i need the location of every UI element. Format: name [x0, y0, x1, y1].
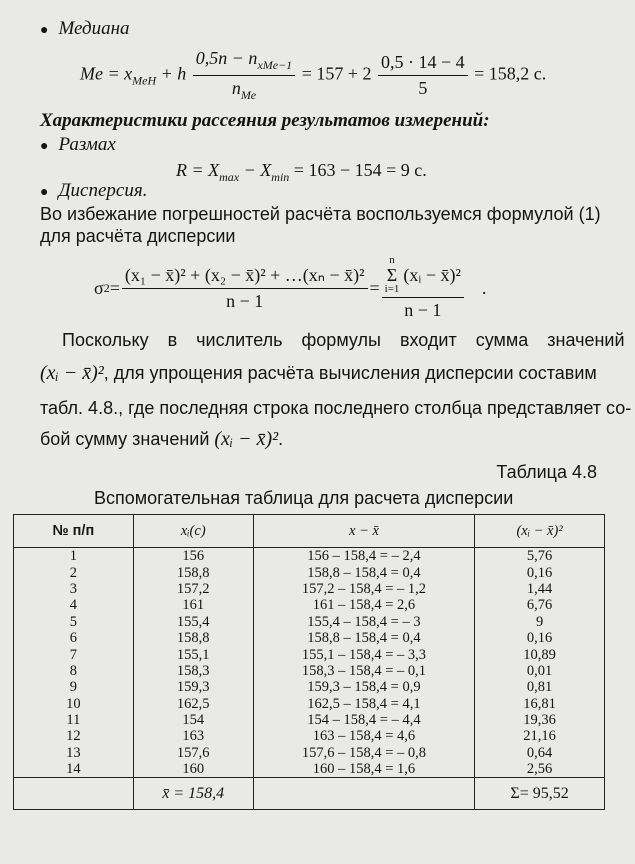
- table-cell: 157,6 – 158,4 = – 0,8: [253, 745, 474, 761]
- table-cell: 2,56: [475, 761, 605, 778]
- table-cell: 5,76: [475, 548, 605, 565]
- table-cell: 161: [133, 597, 253, 613]
- median-heading: ● Медиана: [40, 18, 130, 39]
- table-cell: 9: [475, 614, 605, 630]
- table-cell: 2: [14, 564, 134, 580]
- table-cell: 0,16: [475, 630, 605, 646]
- variance-text-line1: Во избежание погрешностей расчёта воспользуемся формулой (1): [40, 204, 601, 224]
- table-cell: 155,4 – 158,4 = – 3: [253, 614, 474, 630]
- table-cell: 159,3 – 158,4 = 0,9: [253, 679, 474, 695]
- table-row: [14, 630, 605, 646]
- paragraph-line1: Поскольку в числитель формулы входит сумма значений: [62, 330, 625, 350]
- table-cell: 158,3 – 158,4 = – 0,1: [253, 663, 474, 679]
- table-cell: 162,5: [133, 696, 253, 712]
- variance-formula: σ 2 = $\frac{\text{(x₁ − x̄)² + (x₂ − x̄)² + …(xₙ − x̄)²}}{n - 1}$ = n Σ i=1 (xᵢ − x̄)² n − 1 .: [94, 254, 487, 320]
- footer-mean: x̄ = 158,4: [133, 778, 253, 810]
- table-cell: 157,2: [133, 581, 253, 597]
- median-formula: $Me = x_{MeH} + h$ $\frac{0,5n - n_{xMe-1}}{n_{Me}}$ = 157 + 2 $\frac{0,5 \cdot 14 - 4}{5}$ = 158,2 с.: [80, 48, 547, 102]
- table-cell: 3: [14, 581, 134, 597]
- table-cell: 160 – 158,4 = 1,6: [253, 761, 474, 778]
- range-formula: $R = X_{max} - X_{min} = 163 - 154 = 9$ с.: [176, 160, 427, 184]
- table-row: [14, 564, 605, 580]
- table-cell: 21,16: [475, 728, 605, 744]
- footer-cell: [253, 778, 474, 810]
- table-cell: 156 – 158,4 = – 2,4: [253, 548, 474, 565]
- table-row: [14, 679, 605, 695]
- variance-heading: ● Дисперсия.: [40, 180, 148, 201]
- table-cell: 155,1 – 158,4 = – 3,3: [253, 646, 474, 662]
- table-cell: 0,81: [475, 679, 605, 695]
- table-cell: 155,1: [133, 646, 253, 662]
- table-cell: 155,4: [133, 614, 253, 630]
- table-cell: 11: [14, 712, 134, 728]
- table-cell: 162,5 – 158,4 = 4,1: [253, 696, 474, 712]
- table-row: [14, 548, 605, 565]
- scatter-heading: Характеристики рассеяния результатов измерений:: [40, 110, 490, 131]
- header-xi: xᵢ(с): [133, 515, 253, 548]
- header-number: № п/п: [14, 515, 134, 548]
- table-row: [14, 581, 605, 597]
- footer-sum: Σ= 95,52: [475, 778, 605, 810]
- table-cell: 154 – 158,4 = – 4,4: [253, 712, 474, 728]
- table-cell: 161 – 158,4 = 2,6: [253, 597, 474, 613]
- table-row: [14, 745, 605, 761]
- table-cell: 14: [14, 761, 134, 778]
- table-cell: 16,81: [475, 696, 605, 712]
- table-cell: 158,8: [133, 564, 253, 580]
- table-cell: 10,89: [475, 646, 605, 662]
- table-cell: 158,3: [133, 663, 253, 679]
- table-cell: 163: [133, 728, 253, 744]
- table-cell: 1: [14, 548, 134, 565]
- table-cell: 6,76: [475, 597, 605, 613]
- table-cell: 6: [14, 630, 134, 646]
- table-row: [14, 696, 605, 712]
- table-cell: 158,8 – 158,4 = 0,4: [253, 564, 474, 580]
- table-cell: 159,3: [133, 679, 253, 695]
- paragraph-line3: табл. 4.8., где последняя строка последнего столбца представляет со-: [40, 398, 632, 418]
- table-cell: 0,64: [475, 745, 605, 761]
- table-cell: 160: [133, 761, 253, 778]
- table-caption: Вспомогательная таблица для расчета дисперсии: [94, 488, 514, 508]
- table-cell: 13: [14, 745, 134, 761]
- table-row: [14, 646, 605, 662]
- table-row: [14, 728, 605, 744]
- table-cell: 1,44: [475, 581, 605, 597]
- table-cell: 10: [14, 696, 134, 712]
- table-cell: 9: [14, 679, 134, 695]
- table-row: [14, 597, 605, 613]
- paragraph-line4: бой сумму значений (xᵢ − x̄)².: [40, 428, 284, 450]
- variance-text-line2: для расчёта дисперсии: [40, 226, 236, 246]
- header-deviation: x − x̄: [253, 515, 474, 548]
- table-cell: 8: [14, 663, 134, 679]
- paragraph-line2: (xᵢ − x̄)², для упрощения расчёта вычисления дисперсии составим: [40, 362, 597, 384]
- footer-cell: [14, 778, 134, 810]
- table-cell: 157,2 – 158,4 = – 1,2: [253, 581, 474, 597]
- table-cell: 4: [14, 597, 134, 613]
- table-row: [14, 663, 605, 679]
- table-row: [14, 614, 605, 630]
- table-cell: 156: [133, 548, 253, 565]
- table-cell: 0,01: [475, 663, 605, 679]
- table-row: [14, 761, 605, 778]
- table-cell: 7: [14, 646, 134, 662]
- table-number: Таблица 4.8: [496, 462, 597, 482]
- table-cell: 158,8 – 158,4 = 0,4: [253, 630, 474, 646]
- table-cell: 163 – 158,4 = 4,6: [253, 728, 474, 744]
- table-cell: 5: [14, 614, 134, 630]
- table-cell: 158,8: [133, 630, 253, 646]
- table-cell: 157,6: [133, 745, 253, 761]
- table-cell: 0,16: [475, 564, 605, 580]
- table-cell: 19,36: [475, 712, 605, 728]
- table-cell: 12: [14, 728, 134, 744]
- range-heading: ● Размах: [40, 134, 116, 155]
- header-squared: (xᵢ − x̄)²: [475, 515, 605, 548]
- table-row: [14, 712, 605, 728]
- table-cell: 154: [133, 712, 253, 728]
- variance-table: [13, 514, 605, 810]
